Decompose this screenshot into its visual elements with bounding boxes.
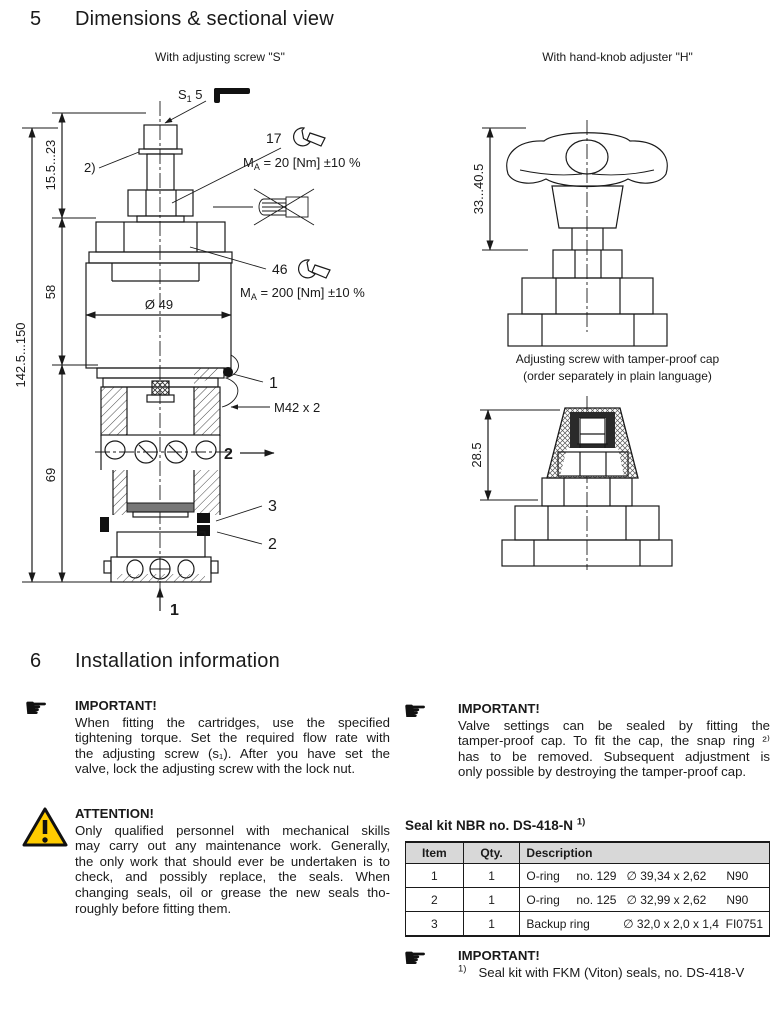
sectional-drawing bbox=[0, 85, 450, 625]
manicule-icon: ☛ bbox=[24, 693, 49, 724]
attention-line: the only work that should ever be undertaken is to bbox=[75, 853, 390, 869]
attention-line: changing seals, oil or grease the new seals tho- bbox=[75, 884, 390, 900]
table-header-row bbox=[406, 842, 770, 864]
allen-key-icon bbox=[214, 88, 250, 103]
cell-description: Backup ring ∅ 32,0 x 2,0 x 1,4 FI0751 bbox=[520, 912, 770, 937]
cell-description: O-ring no. 125 ∅ 32,99 x 2,62 N90 bbox=[520, 888, 770, 912]
note-important-right bbox=[403, 696, 772, 780]
port-1-label: 1 bbox=[170, 602, 179, 619]
important-right-heading: IMPORTANT! bbox=[458, 701, 540, 716]
callout-1: 1 bbox=[269, 375, 278, 392]
important-bottom-heading: IMPORTANT! bbox=[458, 948, 540, 963]
dim-bot: 69 bbox=[43, 467, 58, 483]
col-header-item: Item bbox=[406, 842, 464, 864]
cell-item: 3 bbox=[406, 912, 464, 937]
manicule-icon: ☛ bbox=[403, 696, 428, 727]
dim-mid: 58 bbox=[43, 284, 58, 300]
section-6-number: 6 bbox=[30, 650, 42, 672]
hand-knob-drawing bbox=[460, 110, 775, 335]
note-attention bbox=[22, 806, 390, 916]
dia-dimension bbox=[86, 297, 231, 315]
cell-item: 2 bbox=[406, 888, 464, 912]
wrench-46-label: 46 bbox=[272, 261, 288, 277]
dim-top: 15.5...23 bbox=[43, 139, 58, 191]
caption-hand-knob: With hand-knob adjuster "H" bbox=[542, 50, 693, 64]
manicule-icon: ☛ bbox=[403, 943, 428, 974]
snap-ring-ref: 2) bbox=[84, 160, 96, 175]
section-5-number: 5 bbox=[30, 8, 42, 30]
important-right-line: only possible by destroying the tamper-proof cap. bbox=[458, 764, 747, 780]
cell-qty: 1 bbox=[463, 912, 520, 937]
note-important-bottom bbox=[403, 943, 772, 980]
important-right-line: Valve settings can be sealed by fitting the bbox=[458, 717, 770, 733]
dim-dia: Ø 49 bbox=[144, 297, 174, 312]
attention-heading: ATTENTION! bbox=[75, 806, 154, 821]
attention-line: roughly before fitting them. bbox=[75, 900, 232, 916]
port-2-label: 2 bbox=[224, 446, 233, 463]
important-left-heading: IMPORTANT! bbox=[75, 698, 157, 713]
snap-ring-dot bbox=[223, 367, 233, 377]
attention-line: Only qualified personnel with mechanical skills bbox=[75, 822, 390, 838]
thread-label: M42 x 2 bbox=[274, 400, 321, 415]
seal-kit-heading: Seal kit NBR no. DS-418-N $^{1)}$ bbox=[405, 816, 586, 833]
wrench-17-label: 17 bbox=[266, 130, 282, 146]
valve-outline bbox=[86, 125, 232, 368]
callout-2: 2 bbox=[268, 536, 277, 553]
caption-tamper-cap-2: (order separately in plain language) bbox=[523, 369, 712, 383]
table-row bbox=[406, 912, 770, 937]
seal-kit-table bbox=[405, 841, 770, 937]
sectional-lower bbox=[95, 355, 238, 582]
important-right-line: tamper-proof cap. To fit the cap, the snap ring ²⁾ bbox=[458, 733, 770, 749]
attention-line: may carry out any maintenance work. Generally, bbox=[75, 838, 390, 854]
callout-3: 3 bbox=[268, 498, 277, 515]
wrench-icon-46 bbox=[299, 260, 330, 278]
note-important-left bbox=[24, 693, 390, 777]
warning-icon bbox=[22, 806, 68, 848]
table-row bbox=[406, 888, 770, 912]
no-wrench-icon bbox=[254, 189, 314, 225]
dimension-lines bbox=[469, 410, 560, 500]
torque-17-label: $M_A = 20$ [Nm] ±10 % bbox=[243, 155, 361, 172]
important-left-line: the adjusting screw (s₁). After you have set the bbox=[75, 745, 390, 761]
cell-qty: 1 bbox=[463, 864, 520, 888]
wrench-icon-17 bbox=[294, 128, 325, 146]
important-left-line: When fitting the cartridges, use the specified bbox=[75, 714, 390, 730]
cell-description: O-ring no. 129 ∅ 39,34 x 2,62 N90 bbox=[520, 864, 770, 888]
col-header-qty: Qty. bbox=[463, 842, 520, 864]
footnote-ref: 1) bbox=[458, 963, 467, 975]
important-right-line: has to be removed. Subsequent adjustment is bbox=[458, 748, 770, 764]
torque-46-label: $M_A = 200$ [Nm] ±10 % bbox=[240, 285, 365, 302]
table-row bbox=[406, 864, 770, 888]
footnote-line bbox=[458, 965, 770, 981]
section-6-title: Installation information bbox=[75, 650, 280, 672]
important-left-line: tightening torque. Set the required flow rate with bbox=[75, 730, 390, 746]
section-5-title: Dimensions & sectional view bbox=[75, 8, 334, 30]
dim-cap: 28.5 bbox=[469, 442, 484, 468]
tamper-cap-drawing bbox=[460, 388, 775, 573]
seal-kit-heading-ref: 1) bbox=[576, 816, 586, 828]
caption-tamper-cap-1: Adjusting screw with tamper-proof cap bbox=[515, 352, 720, 366]
cell-qty: 1 bbox=[463, 888, 520, 912]
section-5-heading bbox=[30, 8, 334, 31]
col-header-description: Description bbox=[520, 842, 770, 864]
cell-item: 1 bbox=[406, 864, 464, 888]
footnote-text: Seal kit with FKM (Viton) seals, no. DS-418-V bbox=[478, 964, 745, 980]
dim-overall: 142.5...150 bbox=[13, 322, 28, 388]
attention-line: check, and possibly replace, the seals. When bbox=[75, 869, 390, 885]
drawing-labels bbox=[84, 87, 365, 619]
allen-size-label: $S_1$ 5 bbox=[178, 87, 203, 104]
important-left-line: valve, lock the adjusting screw with the lock nut. bbox=[75, 761, 356, 777]
section-6-heading bbox=[30, 650, 280, 673]
caption-adjusting-screw: With adjusting screw "S" bbox=[155, 50, 285, 64]
dim-knob: 33...40.5 bbox=[471, 163, 486, 215]
